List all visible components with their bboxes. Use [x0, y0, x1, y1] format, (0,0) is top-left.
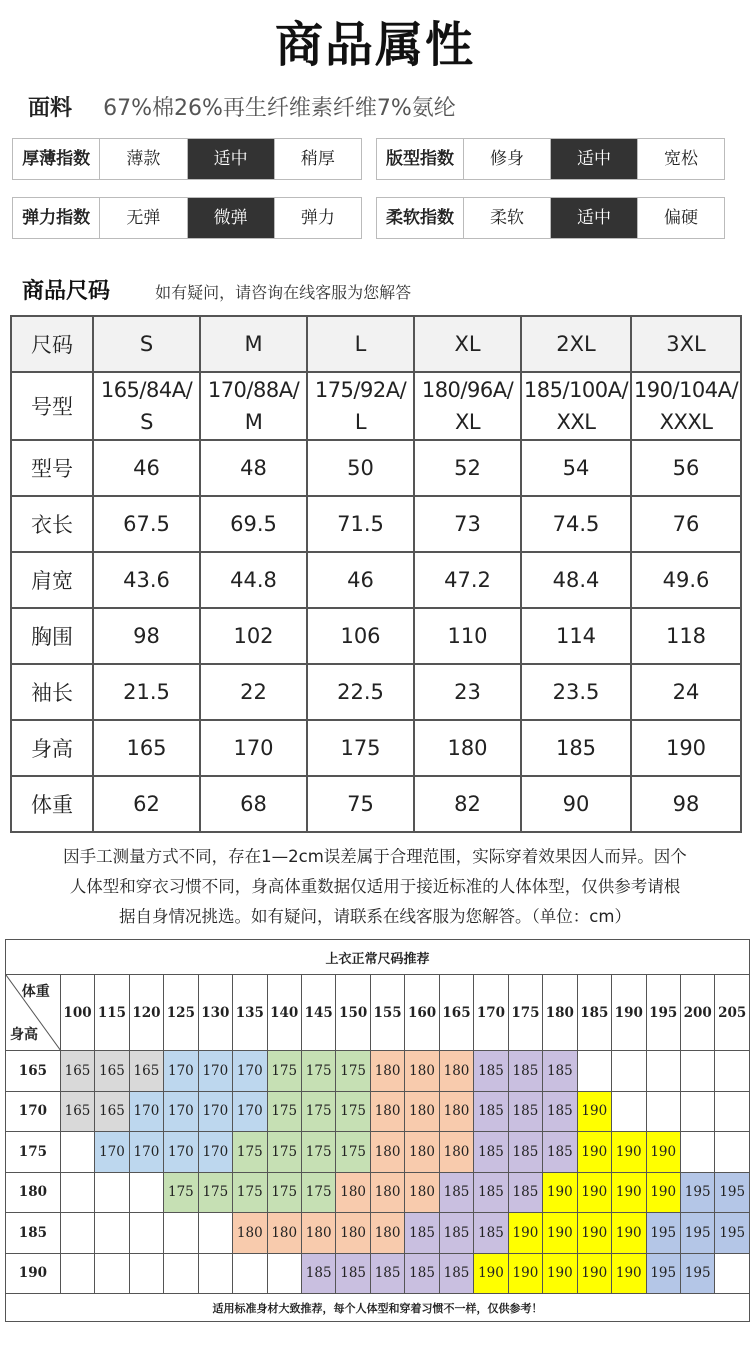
- size-cell: 43.6: [93, 552, 200, 608]
- weight-header-cell: 120: [129, 975, 163, 1051]
- recommend-cell: 180: [370, 1213, 404, 1254]
- recommend-cell: 180: [439, 1132, 473, 1173]
- recommend-cell: [129, 1253, 163, 1294]
- size-cell: 24: [631, 664, 741, 720]
- height-axis-label: 身高: [10, 1027, 38, 1043]
- size-cell: 22.5: [307, 664, 414, 720]
- recommend-cell: [715, 1132, 750, 1173]
- size-row-label: 肩宽: [11, 552, 93, 608]
- size-cell: 175: [307, 720, 414, 776]
- recommend-cell: 170: [233, 1051, 267, 1092]
- size-cell: 98: [93, 608, 200, 664]
- recommend-cell: 185: [543, 1132, 577, 1173]
- size-cell: 47.2: [414, 552, 521, 608]
- index-option: 无弹: [99, 198, 186, 238]
- size-cell: 54: [521, 440, 631, 496]
- size-cell: 82: [414, 776, 521, 832]
- weight-header-cell: 200: [680, 975, 714, 1051]
- height-row: [6, 1091, 750, 1132]
- size-cell: 76: [631, 496, 741, 552]
- recommend-cell: [164, 1213, 198, 1254]
- recommend-cell: 185: [301, 1253, 335, 1294]
- index-option: 宽松: [637, 139, 724, 179]
- recommend-cell: 170: [198, 1132, 232, 1173]
- recommend-cell: [680, 1051, 714, 1092]
- recommend-cell: 165: [60, 1091, 94, 1132]
- size-row: [11, 552, 741, 608]
- size-cell: 52: [414, 440, 521, 496]
- size-cell: 180: [414, 720, 521, 776]
- recommend-cell: 185: [508, 1132, 542, 1173]
- recommend-cell: 190: [612, 1253, 646, 1294]
- size-cell: 185/100A/ XXL: [521, 372, 631, 440]
- size-cell: 46: [307, 552, 414, 608]
- recommend-cell: 170: [95, 1132, 129, 1173]
- recommend-cell: 190: [543, 1213, 577, 1254]
- recommend-cell: 190: [646, 1172, 680, 1213]
- weight-header-cell: 145: [301, 975, 335, 1051]
- thickness-index: [12, 138, 362, 180]
- recommend-cell: 185: [336, 1253, 370, 1294]
- recommend-cell: 185: [405, 1213, 439, 1254]
- recommend-cell: [612, 1091, 646, 1132]
- height-row: [6, 1172, 750, 1213]
- size-row: [11, 720, 741, 776]
- recommend-cell: 180: [336, 1213, 370, 1254]
- size-cell: 118: [631, 608, 741, 664]
- size-cell: 22: [200, 664, 307, 720]
- recommend-cell: 175: [198, 1172, 232, 1213]
- recommend-cell: 165: [129, 1051, 163, 1092]
- size-section-title: 商品尺码: [22, 279, 111, 304]
- recommend-cell: 195: [680, 1213, 714, 1254]
- size-row-label: 体重: [11, 776, 93, 832]
- size-cell: 102: [200, 608, 307, 664]
- recommend-cell: 175: [301, 1172, 335, 1213]
- recommend-cell: 170: [164, 1091, 198, 1132]
- recommend-cell: 180: [405, 1132, 439, 1173]
- recommend-cell: 180: [439, 1051, 473, 1092]
- fit-index: [376, 138, 725, 180]
- recommend-cell: 180: [336, 1172, 370, 1213]
- recommend-cell: 180: [267, 1213, 301, 1254]
- size-row: [11, 664, 741, 720]
- size-cell: 74.5: [521, 496, 631, 552]
- size-cell: 56: [631, 440, 741, 496]
- weight-header-cell: 175: [508, 975, 542, 1051]
- recommend-cell: 175: [301, 1091, 335, 1132]
- recommend-footer: 适用标准身材大致推荐，每个人体型和穿着习惯不一样，仅供参考！: [6, 1294, 750, 1322]
- size-cell: 106: [307, 608, 414, 664]
- recommend-cell: 195: [715, 1172, 750, 1213]
- fabric-row: [28, 92, 456, 126]
- weight-header-cell: 165: [439, 975, 473, 1051]
- recommend-cell: 180: [370, 1172, 404, 1213]
- recommend-cell: 180: [370, 1091, 404, 1132]
- size-row-label: 型号: [11, 440, 93, 496]
- recommend-cell: 175: [336, 1091, 370, 1132]
- note-line: 因手工测量方式不同，存在1—2cm误差属于合理范围，实际穿着效果因人而异。因个: [63, 847, 687, 866]
- index-option-selected: 适中: [550, 198, 637, 238]
- size-cell: 98: [631, 776, 741, 832]
- recommend-cell: 190: [612, 1132, 646, 1173]
- size-cell: 73: [414, 496, 521, 552]
- recommend-cell: 195: [680, 1253, 714, 1294]
- recommend-cell: 195: [680, 1172, 714, 1213]
- size-row-label: 胸围: [11, 608, 93, 664]
- recommend-cell: 185: [439, 1172, 473, 1213]
- height-label: 175: [6, 1132, 61, 1173]
- size-recommendation-table: [5, 939, 750, 1322]
- size-cell: 48.4: [521, 552, 631, 608]
- weight-header-cell: 100: [60, 975, 94, 1051]
- size-cell: 165: [93, 720, 200, 776]
- height-row: [6, 1213, 750, 1254]
- recommend-cell: [646, 1091, 680, 1132]
- height-label: 165: [6, 1051, 61, 1092]
- size-cell: 44.8: [200, 552, 307, 608]
- recommend-cell: 185: [543, 1091, 577, 1132]
- weight-header-cell: 125: [164, 975, 198, 1051]
- size-header-cell: XL: [414, 316, 521, 372]
- recommend-cell: 190: [543, 1172, 577, 1213]
- recommend-cell: 185: [474, 1172, 508, 1213]
- recommend-cell: [198, 1253, 232, 1294]
- corner-cell: [6, 975, 61, 1051]
- recommend-cell: 180: [370, 1132, 404, 1173]
- recommend-cell: 185: [474, 1091, 508, 1132]
- size-header-cell: 2XL: [521, 316, 631, 372]
- recommend-cell: 175: [301, 1132, 335, 1173]
- size-cell: 165/84A/ S: [93, 372, 200, 440]
- recommend-cell: 170: [198, 1051, 232, 1092]
- recommend-cell: 180: [439, 1091, 473, 1132]
- size-cell: 50: [307, 440, 414, 496]
- recommend-cell: 195: [715, 1213, 750, 1254]
- size-header-cell: M: [200, 316, 307, 372]
- recommend-cell: 180: [405, 1172, 439, 1213]
- weight-header-cell: 205: [715, 975, 750, 1051]
- recommend-cell: 185: [543, 1051, 577, 1092]
- recommend-cell: 175: [301, 1051, 335, 1092]
- recommend-cell: 180: [370, 1051, 404, 1092]
- size-cell: 21.5: [93, 664, 200, 720]
- recommend-cell: 185: [508, 1172, 542, 1213]
- size-row: [11, 496, 741, 552]
- height-row: [6, 1051, 750, 1092]
- weight-header-cell: 115: [95, 975, 129, 1051]
- recommend-cell: 195: [646, 1213, 680, 1254]
- size-row-label: 衣长: [11, 496, 93, 552]
- size-row-label: 身高: [11, 720, 93, 776]
- size-cell: 175/92A/ L: [307, 372, 414, 440]
- size-cell: 69.5: [200, 496, 307, 552]
- size-cell: 48: [200, 440, 307, 496]
- size-cell: 71.5: [307, 496, 414, 552]
- size-cell: 46: [93, 440, 200, 496]
- recommend-cell: 185: [439, 1213, 473, 1254]
- note-line: 据自身情况挑选。如有疑问，请联系在线客服为您解答。（单位：cm）: [119, 907, 631, 926]
- weight-header-cell: 190: [612, 975, 646, 1051]
- recommend-cell: [60, 1132, 94, 1173]
- weight-header-cell: 180: [543, 975, 577, 1051]
- size-header-cell: L: [307, 316, 414, 372]
- height-label: 170: [6, 1091, 61, 1132]
- size-cell: 62: [93, 776, 200, 832]
- recommend-cell: 175: [164, 1172, 198, 1213]
- size-cell: 114: [521, 608, 631, 664]
- recommend-cell: 180: [405, 1051, 439, 1092]
- recommend-cell: 185: [508, 1091, 542, 1132]
- recommend-cell: 175: [267, 1172, 301, 1213]
- recommend-cell: 170: [129, 1091, 163, 1132]
- recommend-cell: 180: [405, 1091, 439, 1132]
- weight-axis-label: 体重: [21, 984, 50, 1000]
- recommend-cell: 175: [233, 1172, 267, 1213]
- size-header-cell: S: [93, 316, 200, 372]
- size-section-note: 如有疑问，请咨询在线客服为您解答: [155, 283, 412, 302]
- weight-header-cell: 195: [646, 975, 680, 1051]
- recommend-cell: 190: [474, 1253, 508, 1294]
- size-cell: 90: [521, 776, 631, 832]
- recommend-cell: [715, 1091, 750, 1132]
- recommend-cell: 170: [198, 1091, 232, 1132]
- size-cell: 190: [631, 720, 741, 776]
- softness-index: [376, 197, 725, 239]
- recommend-cell: 180: [233, 1213, 267, 1254]
- weight-header-cell: 130: [198, 975, 232, 1051]
- recommend-cell: [60, 1172, 94, 1213]
- recommend-cell: [715, 1253, 750, 1294]
- recommend-cell: 185: [474, 1132, 508, 1173]
- recommend-cell: [680, 1091, 714, 1132]
- recommend-cell: [646, 1051, 680, 1092]
- recommend-cell: [233, 1253, 267, 1294]
- recommend-cell: [680, 1132, 714, 1173]
- recommend-cell: 190: [612, 1213, 646, 1254]
- index-option: 柔软: [463, 198, 550, 238]
- recommend-cell: [267, 1253, 301, 1294]
- recommend-cell: [60, 1253, 94, 1294]
- index-option: 薄款: [99, 139, 186, 179]
- weight-header-cell: 185: [577, 975, 611, 1051]
- recommend-cell: [95, 1253, 129, 1294]
- recommend-cell: 190: [508, 1253, 542, 1294]
- size-row: [11, 440, 741, 496]
- size-row-label: 号型: [11, 372, 93, 440]
- recommend-cell: 185: [508, 1051, 542, 1092]
- recommend-cell: [577, 1051, 611, 1092]
- recommend-cell: 190: [577, 1091, 611, 1132]
- index-label: 厚薄指数: [22, 149, 91, 169]
- recommend-cell: 170: [164, 1051, 198, 1092]
- index-label: 版型指数: [386, 149, 454, 169]
- size-cell: 185: [521, 720, 631, 776]
- recommend-cell: 190: [612, 1172, 646, 1213]
- size-table: [10, 315, 742, 833]
- recommend-cell: 170: [129, 1132, 163, 1173]
- recommend-cell: 190: [646, 1132, 680, 1173]
- recommend-cell: [60, 1213, 94, 1254]
- height-row: [6, 1132, 750, 1173]
- weight-header-cell: 135: [233, 975, 267, 1051]
- size-cell: 23.5: [521, 664, 631, 720]
- height-label: 180: [6, 1172, 61, 1213]
- recommend-cell: 175: [267, 1091, 301, 1132]
- recommend-cell: 190: [577, 1213, 611, 1254]
- recommend-cell: 170: [164, 1132, 198, 1173]
- size-row: [11, 776, 741, 832]
- recommend-cell: 175: [267, 1132, 301, 1173]
- index-option: 弹力: [274, 198, 361, 238]
- size-cell: 68: [200, 776, 307, 832]
- weight-header-cell: 140: [267, 975, 301, 1051]
- recommend-cell: 175: [336, 1132, 370, 1173]
- recommend-cell: [164, 1253, 198, 1294]
- height-row: [6, 1253, 750, 1294]
- index-option: 稍厚: [274, 139, 361, 179]
- recommend-cell: [612, 1051, 646, 1092]
- recommend-cell: 190: [577, 1132, 611, 1173]
- size-header-label: 尺码: [11, 316, 93, 372]
- weight-header-cell: 150: [336, 975, 370, 1051]
- weight-header-row: [6, 975, 750, 1051]
- height-label: 185: [6, 1213, 61, 1254]
- index-label: 弹力指数: [22, 208, 91, 228]
- size-cell: 170: [200, 720, 307, 776]
- recommend-cell: 195: [646, 1253, 680, 1294]
- fabric-label: 面料: [28, 96, 73, 121]
- size-row-label: 袖长: [11, 664, 93, 720]
- recommend-cell: 190: [508, 1213, 542, 1254]
- recommend-cell: [198, 1213, 232, 1254]
- size-cell: 23: [414, 664, 521, 720]
- size-row: [11, 608, 741, 664]
- recommend-cell: 170: [233, 1091, 267, 1132]
- recommend-cell: 185: [405, 1253, 439, 1294]
- note-line: 人体型和穿衣习惯不同，身高体重数据仅适用于接近标准的人体体型，仅供参考请根: [69, 877, 681, 896]
- height-label: 190: [6, 1253, 61, 1294]
- weight-header-cell: 155: [370, 975, 404, 1051]
- index-option: 修身: [463, 139, 550, 179]
- page-title: 商品属性: [274, 17, 475, 73]
- recommend-cell: 175: [336, 1051, 370, 1092]
- recommend-cell: 190: [543, 1253, 577, 1294]
- recommend-cell: 190: [577, 1253, 611, 1294]
- measurement-note: [8, 842, 742, 932]
- recommend-cell: 185: [474, 1213, 508, 1254]
- recommend-title: 上衣正常尺码推荐: [6, 940, 750, 975]
- size-row: [11, 372, 741, 440]
- size-cell: 190/104A/ XXXL: [631, 372, 741, 440]
- index-option-selected: 适中: [187, 139, 274, 179]
- recommend-cell: 185: [439, 1253, 473, 1294]
- fabric-value: 67%棉26%再生纤维素纤维7%氨纶: [103, 96, 456, 121]
- size-header-row: [11, 316, 741, 372]
- recommend-cell: [95, 1172, 129, 1213]
- recommend-cell: [129, 1172, 163, 1213]
- recommend-cell: [95, 1213, 129, 1254]
- size-cell: 180/96A/ XL: [414, 372, 521, 440]
- index-option-selected: 微弹: [187, 198, 274, 238]
- weight-header-cell: 160: [405, 975, 439, 1051]
- index-option: 偏硬: [637, 198, 724, 238]
- recommend-cell: 165: [95, 1051, 129, 1092]
- size-cell: 67.5: [93, 496, 200, 552]
- recommend-cell: 165: [95, 1091, 129, 1132]
- elasticity-index: [12, 197, 362, 239]
- size-cell: 49.6: [631, 552, 741, 608]
- index-option-selected: 适中: [550, 139, 637, 179]
- size-header-cell: 3XL: [631, 316, 741, 372]
- recommend-cell: [715, 1051, 750, 1092]
- recommend-cell: 185: [474, 1051, 508, 1092]
- recommend-cell: 165: [60, 1051, 94, 1092]
- recommend-cell: 180: [301, 1213, 335, 1254]
- size-cell: 75: [307, 776, 414, 832]
- recommend-cell: 190: [577, 1172, 611, 1213]
- recommend-cell: [129, 1213, 163, 1254]
- size-section-header: [22, 274, 411, 310]
- weight-header-cell: 170: [474, 975, 508, 1051]
- size-cell: 170/88A/ M: [200, 372, 307, 440]
- recommend-cell: 185: [370, 1253, 404, 1294]
- index-label: 柔软指数: [386, 208, 454, 228]
- size-cell: 110: [414, 608, 521, 664]
- recommend-cell: 175: [267, 1051, 301, 1092]
- recommend-cell: 175: [233, 1132, 267, 1173]
